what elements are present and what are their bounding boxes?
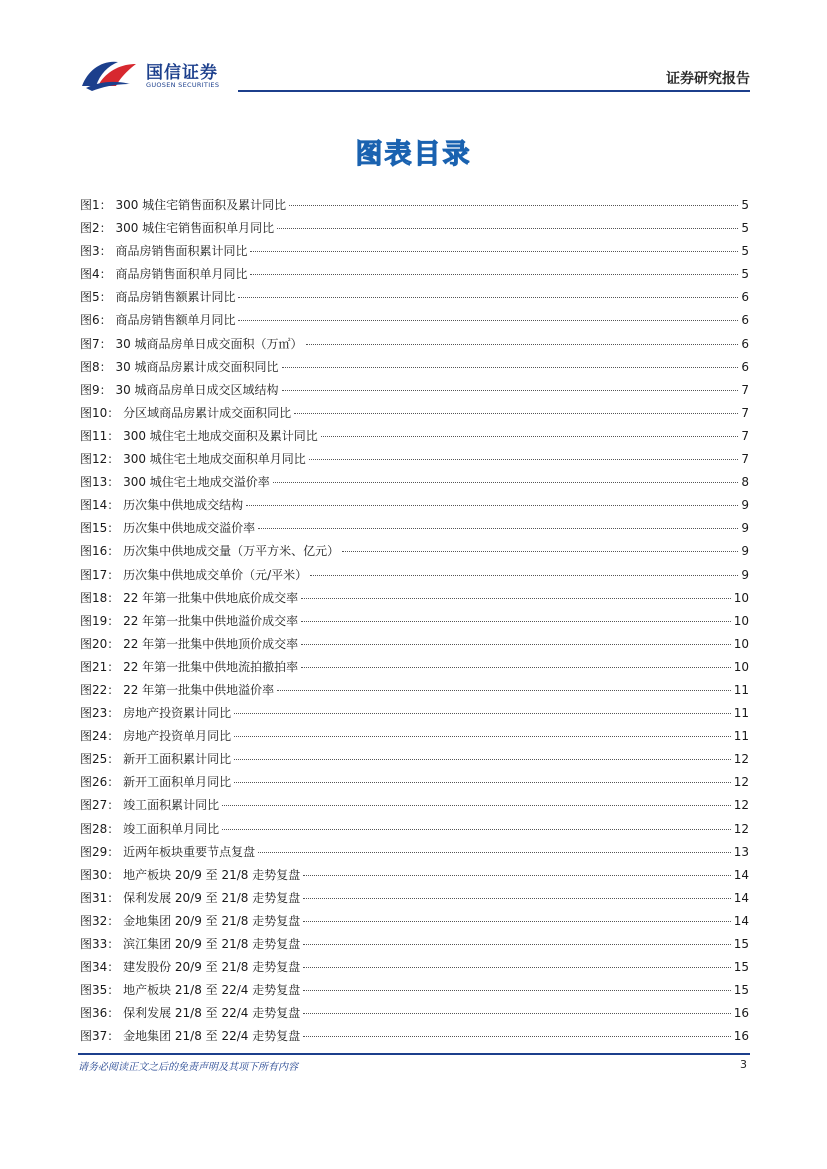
toc-entry-page: 11 [733,706,749,721]
toc-entry[interactable] [80,335,749,358]
toc-entry[interactable] [80,704,749,727]
page-title: 图表目录 [355,139,472,170]
toc-entry-page: 6 [741,290,749,305]
toc-entry-label: 图5： 商品房销售额累计同比 [80,290,236,305]
toc-entry-page: 12 [733,798,749,813]
toc-leader-dots [301,598,731,599]
toc-entry[interactable] [80,542,749,565]
toc-entry-page: 11 [733,682,749,697]
toc-leader-dots [238,297,738,298]
toc-leader-dots [342,551,738,552]
toc-entry-page: 8 [741,475,749,490]
toc-entry-page: 5 [741,198,749,212]
toc-entry[interactable] [80,773,749,796]
toc-entry-label: 图36： 保利发展 21/8 至 22/4 走势复盘 [80,1006,301,1021]
footer-divider [78,1053,750,1055]
toc-leader-dots [303,875,730,876]
toc-entry-label: 图35： 地产板块 21/8 至 22/4 走势复盘 [80,983,301,998]
page-header [78,56,750,96]
toc-entry-page: 6 [741,336,749,351]
toc-entry[interactable] [80,358,749,381]
toc-entry-label: 图22： 22 年第一批集中供地溢价率 [80,682,275,697]
toc-entry[interactable] [80,958,749,981]
toc-entry-label: 图11： 300 城住宅土地成交面积及累计同比 [80,428,318,443]
toc-entry[interactable] [80,219,749,242]
toc-entry-label: 图32： 金地集团 20/9 至 21/8 走势复盘 [80,913,301,928]
toc-entry[interactable] [80,473,749,496]
toc-entry[interactable] [80,681,749,704]
toc-entry[interactable] [80,750,749,773]
toc-entry-label: 图1： 300 城住宅销售面积及累计同比 [80,198,287,212]
toc-entry-label: 图31： 保利发展 20/9 至 21/8 走势复盘 [80,890,301,905]
toc-entry[interactable] [80,820,749,843]
toc-entry-label: 图18： 22 年第一批集中供地底价成交率 [80,590,299,605]
toc-entry-page: 7 [741,428,749,443]
toc-leader-dots [273,482,739,483]
toc-entry-label: 图8： 30 城商品房累计成交面积同比 [80,359,279,374]
toc-entry-page: 14 [733,867,749,882]
toc-leader-dots [303,967,730,968]
toc-entry[interactable] [80,566,749,589]
toc-leader-dots [234,782,731,783]
toc-entry-page: 9 [741,544,749,559]
toc-entry[interactable] [80,589,749,612]
toc-entry-page: 10 [733,590,749,605]
toc-entry[interactable] [80,288,749,311]
toc-entry-label: 图20： 22 年第一批集中供地顶价成交率 [80,636,299,651]
toc-entry-label: 图27： 竣工面积累计同比 [80,798,220,813]
toc-entry-label: 图10： 分区域商品房累计成交面积同比 [80,405,292,420]
toc-entry-page: 12 [733,752,749,767]
toc-entry-page: 6 [741,359,749,374]
toc-entry-label: 图29： 近两年板块重要节点复盘 [80,844,256,859]
toc-entry[interactable] [80,242,749,265]
toc-entry-page: 5 [741,267,749,282]
toc-leader-dots [294,413,738,414]
toc-entry-label: 图6： 商品房销售额单月同比 [80,313,236,328]
toc-entry-page: 10 [733,636,749,651]
toc-entry-label: 图17： 历次集中供地成交单价（元/平米） [80,567,308,582]
toc-entry[interactable] [80,427,749,450]
toc-leader-dots [282,367,739,368]
toc-entry-page: 13 [733,844,749,859]
toc-entry-label: 图26： 新开工面积单月同比 [80,775,232,790]
toc-leader-dots [301,644,731,645]
logo-chinese-name: 国信证券 [146,63,218,83]
toc-entry[interactable] [80,519,749,542]
toc-entry[interactable] [80,450,749,473]
toc-entry[interactable] [80,866,749,889]
guosen-logo-icon [78,56,140,92]
toc-leader-dots [301,621,731,622]
toc-entry-page: 12 [733,821,749,836]
toc-entry-page: 9 [741,521,749,536]
toc-leader-dots [222,829,731,830]
toc-entry-label: 图13： 300 城住宅土地成交溢价率 [80,475,270,490]
toc-entry-label: 图15： 历次集中供地成交溢价率 [80,521,256,536]
toc-leader-dots [258,528,738,529]
toc-leader-dots [277,228,738,229]
toc-entry[interactable] [80,612,749,635]
toc-leader-dots [277,690,731,691]
toc-entry-label: 图16： 历次集中供地成交量（万平方米、亿元） [80,544,340,559]
toc-entry-page: 16 [733,1006,749,1021]
toc-entry-label: 图34： 建发股份 20/9 至 21/8 走势复盘 [80,960,301,975]
toc-leader-dots [250,251,738,252]
toc-leader-dots [303,944,730,945]
toc-entry[interactable] [80,311,749,334]
toc-entry[interactable] [80,496,749,519]
toc-entry-page: 7 [741,382,749,397]
toc-entry-page: 15 [733,937,749,951]
logo-english-name: GUOSEN SECURITIES [146,81,220,89]
toc-entry-page: 14 [733,890,749,905]
toc-leader-dots [303,898,730,899]
toc-entry-label: 图19： 22 年第一批集中供地溢价成交率 [80,613,299,628]
toc-leader-dots [303,1013,730,1014]
toc-entry[interactable] [80,404,749,427]
toc-leader-dots [310,575,738,576]
toc-entry-page: 10 [733,659,749,674]
toc-entry-page: 15 [733,960,749,975]
toc-entry-page: 10 [733,613,749,628]
toc-entry-label: 图25： 新开工面积累计同比 [80,752,232,767]
toc-entry-page: 7 [741,405,749,420]
toc-entry-page: 5 [741,244,749,259]
toc-leader-dots [303,990,730,991]
toc-entry-page: 5 [741,221,749,236]
toc-entry-label: 图23： 房地产投资累计同比 [80,706,232,721]
toc-entry-label: 图12： 300 城住宅土地成交面积单月同比 [80,452,306,467]
toc-leader-dots [301,667,731,668]
toc-entry-label: 图9： 30 城商品房单日成交区域结构 [80,382,279,397]
toc-leader-dots [303,1036,730,1037]
toc-entry[interactable] [80,196,749,219]
header-divider [238,90,750,92]
toc-entry[interactable] [80,658,749,681]
toc-entry[interactable] [80,727,749,750]
toc-entry-page: 7 [741,452,749,467]
toc-leader-dots [238,320,738,321]
toc-entry-page: 12 [733,775,749,790]
toc-leader-dots [306,344,739,345]
toc-entry[interactable] [80,635,749,658]
toc-entry[interactable] [80,796,749,819]
toc-entry-page: 15 [733,983,749,998]
toc-leader-dots [321,436,739,437]
toc-entry-label: 图14： 历次集中供地成交结构 [80,498,244,513]
toc-leader-dots [282,390,739,391]
toc-entry-label: 图30： 地产板块 20/9 至 21/8 走势复盘 [80,867,301,882]
toc-entry[interactable] [80,843,749,866]
toc-entry-page: 9 [741,567,749,582]
toc-leader-dots [250,274,738,275]
toc-entry[interactable] [80,1004,749,1027]
toc-entry[interactable] [80,265,749,288]
toc-entry-label: 图28： 竣工面积单月同比 [80,821,220,836]
page-number: 3 [740,1058,747,1071]
toc-leader-dots [234,713,731,714]
toc-entry[interactable] [80,981,749,1004]
toc-entry-label: 图2： 300 城住宅销售面积单月同比 [80,221,275,236]
toc-entry[interactable] [80,935,749,958]
toc-entry[interactable] [80,889,749,912]
toc-entry-page: 14 [733,913,749,928]
toc-leader-dots [234,759,731,760]
footer-disclaimer: 请务必阅读正文之后的免责声明及其项下所有内容 [78,1062,298,1073]
toc-entry-label: 图4： 商品房销售面积单月同比 [80,267,248,282]
toc-entry-page: 6 [741,313,749,328]
toc-entry[interactable] [80,381,749,404]
toc-entry-page: 9 [741,498,749,513]
toc-entry-label: 图24： 房地产投资单月同比 [80,729,232,744]
toc-entry-label: 图37： 金地集团 21/8 至 22/4 走势复盘 [80,1029,301,1044]
toc-entry[interactable] [80,1027,749,1050]
toc-leader-dots [303,921,730,922]
report-type-label: 证券研究报告 [666,71,750,87]
toc-leader-dots [289,205,738,206]
toc-leader-dots [222,805,731,806]
toc-leader-dots [258,852,731,853]
toc-leader-dots [246,505,738,506]
toc-entry-label: 图33： 滨江集团 20/9 至 21/8 走势复盘 [80,937,301,951]
table-of-figures [80,196,749,1050]
toc-entry-page: 16 [733,1029,749,1044]
toc-entry-page: 11 [733,729,749,744]
toc-leader-dots [309,459,739,460]
toc-entry-label: 图7： 30 城商品房单日成交面积（万㎡） [80,336,303,351]
toc-entry-label: 图3： 商品房销售面积累计同比 [80,244,248,259]
toc-entry-label: 图21： 22 年第一批集中供地流拍撤拍率 [80,659,299,674]
toc-entry[interactable] [80,912,749,935]
toc-leader-dots [234,736,731,737]
